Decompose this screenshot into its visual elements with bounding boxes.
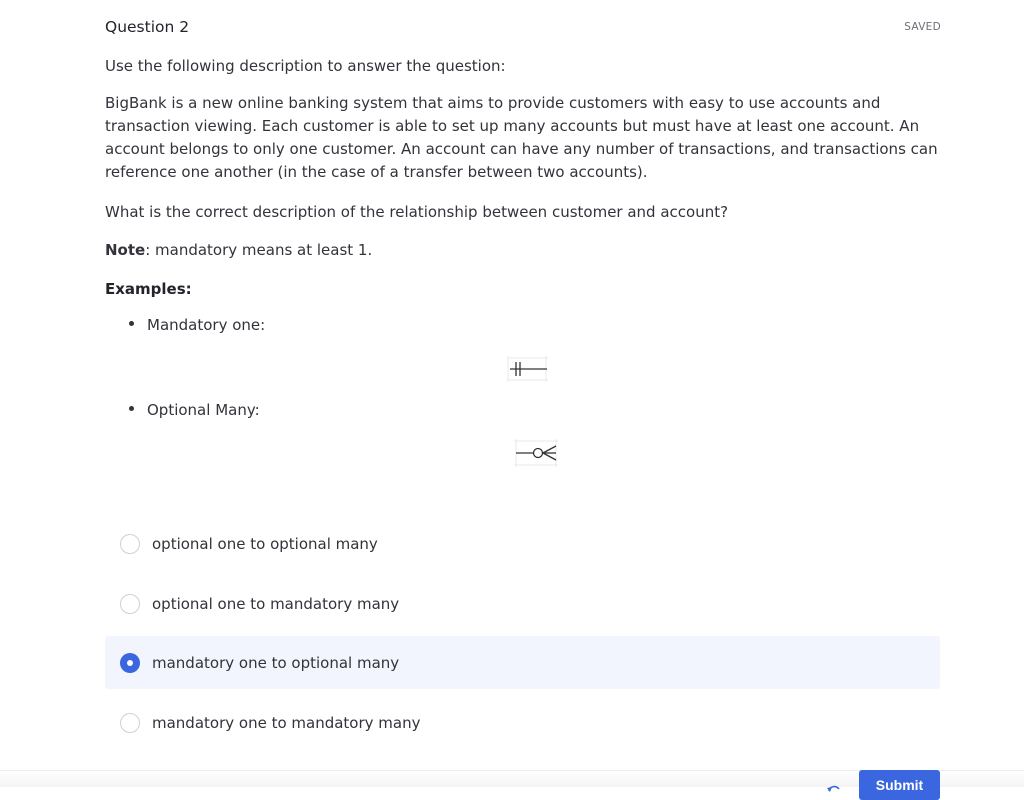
answer-option[interactable] [105,577,940,630]
answer-option-label: mandatory one to mandatory many [152,713,421,732]
undo-arrow-icon[interactable] [826,778,842,797]
description-intro: Use the following description to answer the question: [105,57,506,75]
answer-option-label: mandatory one to optional many [152,653,400,672]
submit-button[interactable]: Submit [859,770,940,800]
answer-option[interactable] [105,696,940,749]
note [105,239,372,262]
mandatory-one-notation-icon [506,354,550,388]
question-prompt: What is the correct description of the relationship between customer and account? [105,203,729,221]
radio-button[interactable] [120,534,140,554]
answer-option[interactable] [105,517,940,570]
question-body: BigBank is a new online banking system that aims to provide customers with easy to use accounts and transaction viewing. Each customer is able to set up many accounts but must have at least one account. An account belongs to only one customer. An account can have any number of transactions, and transactions can reference one another (in the case of a transfer between two accounts). [105,94,938,181]
radio-button[interactable] [120,713,140,733]
bullet-dot [129,321,134,326]
answer-option-selected[interactable] [105,636,940,689]
radio-button-checked[interactable] [120,653,140,673]
example-item-mandatory-one [129,316,265,334]
answer-option-label: optional one to optional many [152,534,378,553]
optional-many-notation-icon [512,437,560,473]
examples-heading: Examples: [105,280,192,298]
note-text: : mandatory means at least 1. [145,241,373,259]
saved-status: SAVED [904,21,941,33]
note-label: Note [105,241,146,259]
example-label: Mandatory one: [147,316,266,334]
example-label: Optional Many: [147,401,260,419]
bullet-dot [129,406,134,411]
question-title: Question 2 [105,18,190,36]
example-item-optional-many [129,401,260,419]
radio-button[interactable] [120,594,140,614]
answer-option-label: optional one to mandatory many [152,594,400,613]
